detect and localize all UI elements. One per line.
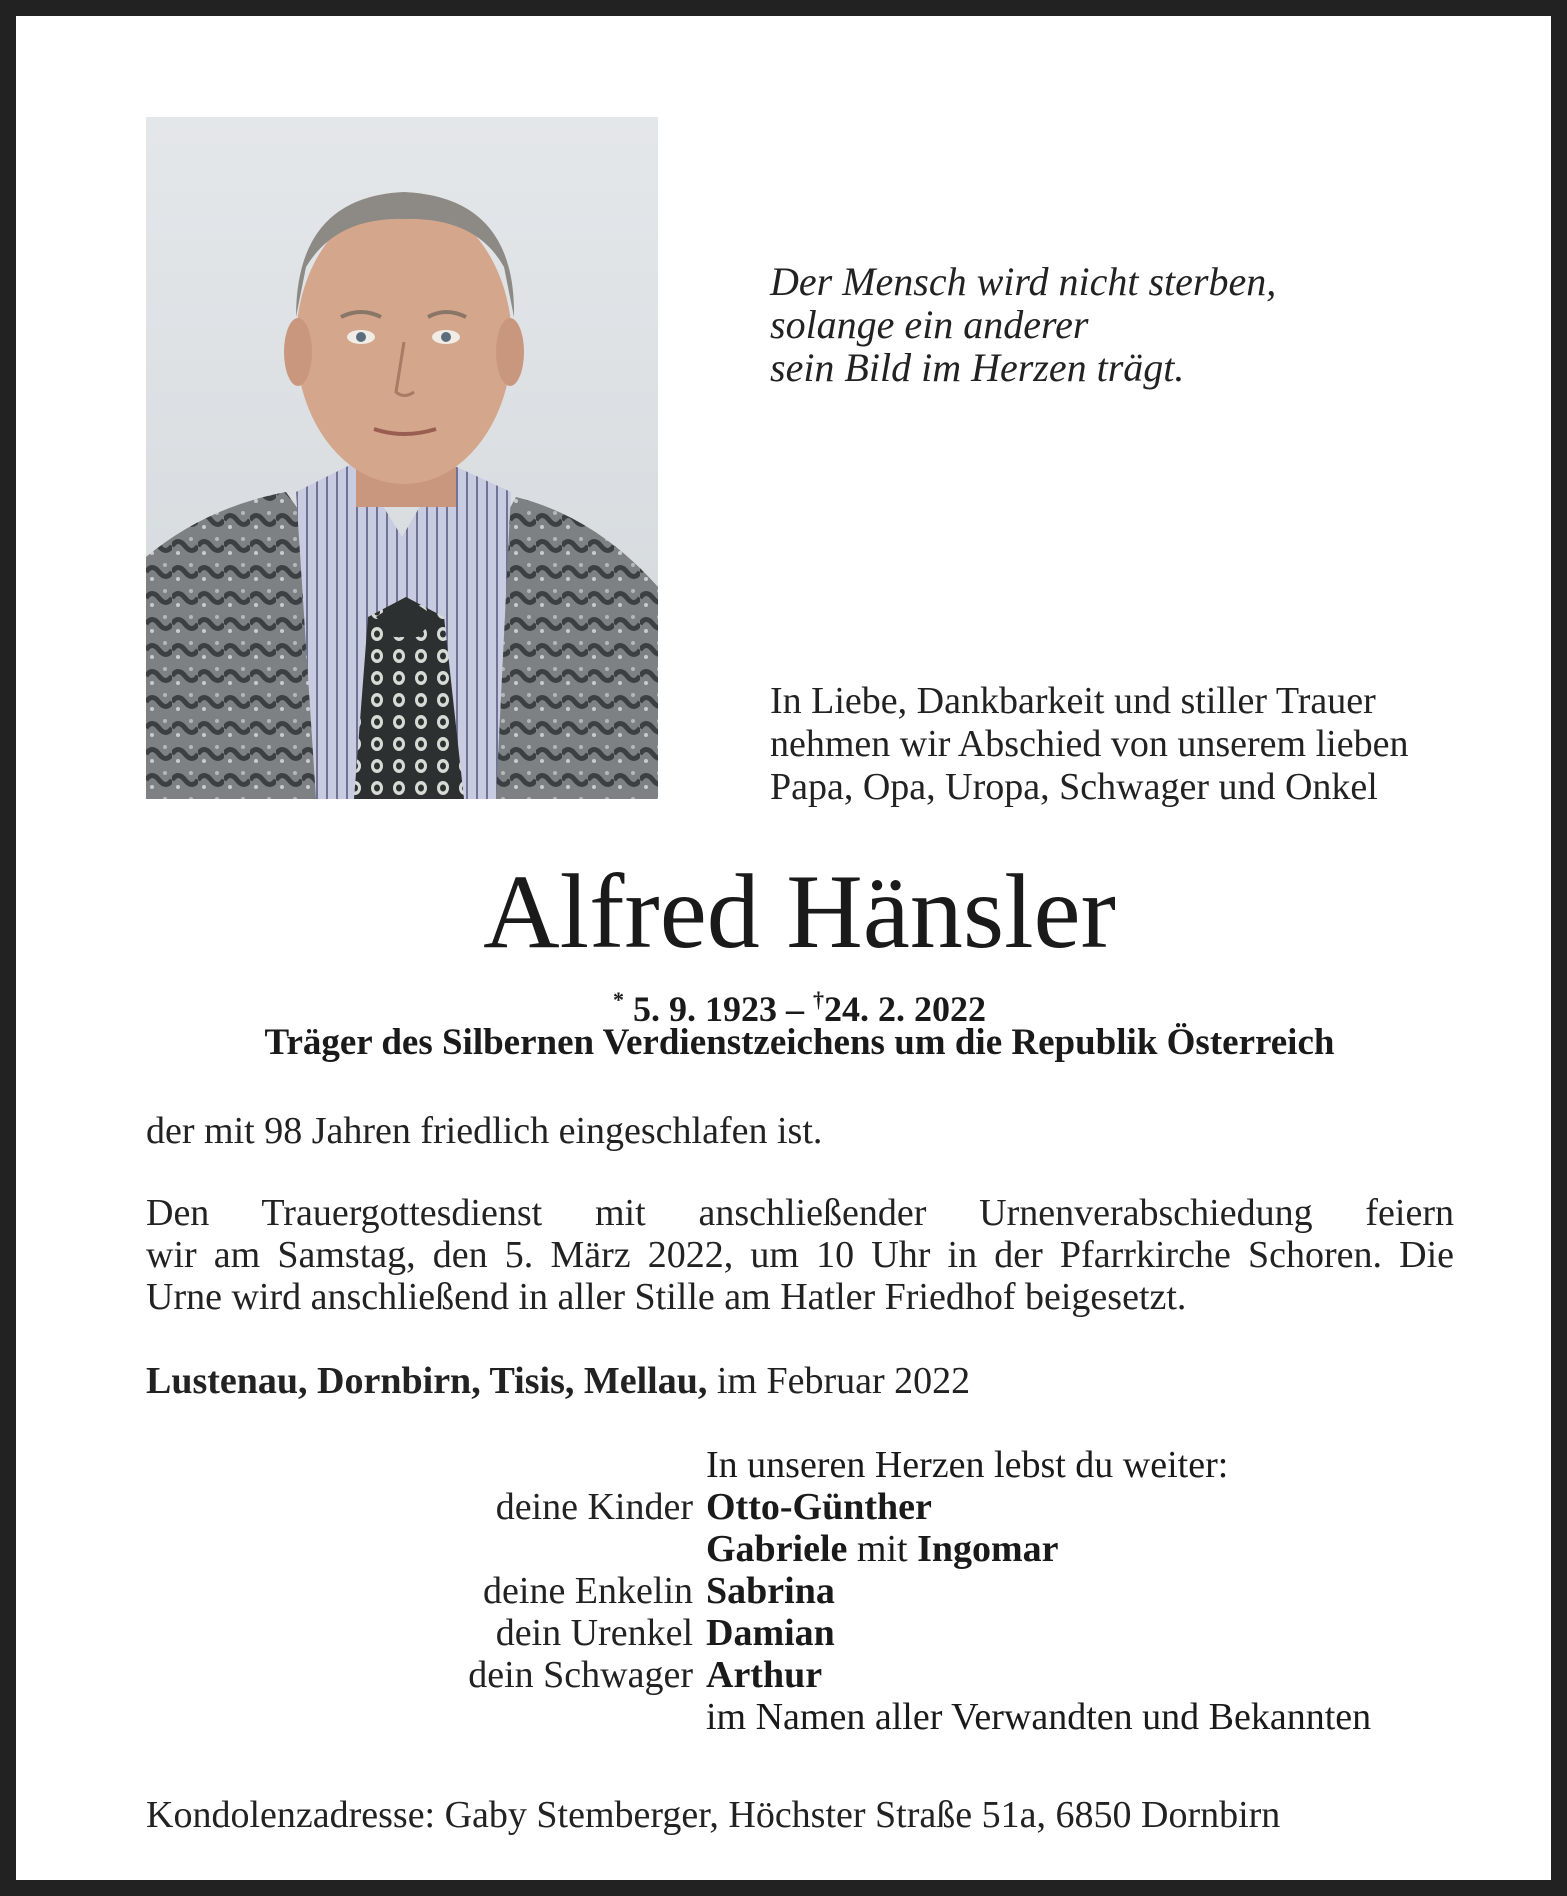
portrait-photo — [146, 117, 658, 799]
place-date-line — [146, 1360, 1454, 1402]
survivor-row — [16, 1570, 1567, 1612]
condolence-address: Kondolenzadresse: Gaby Stemberger, Höchster Straße 51a, 6850 Dornbirn — [146, 1794, 1281, 1836]
intro-line: Papa, Opa, Uropa, Schwager und Onkel — [770, 766, 1378, 808]
portrait-illustration — [146, 117, 658, 799]
quote-line: sein Bild im Herzen trägt. — [770, 345, 1185, 390]
intro-line: In Liebe, Dankbarkeit und stiller Trauer — [770, 680, 1376, 722]
partner-name: Ingomar — [917, 1528, 1059, 1570]
service-line: Urne wird anschließend in aller Stille am Hatler Friedhof beigesetzt. — [146, 1276, 1187, 1318]
award-line: Träger des Silbernen Verdienstzeichens um die Republik Österreich — [264, 1022, 1335, 1063]
service-announcement — [146, 1192, 1454, 1318]
service-line: Den Trauergottesdienst mit anschließender Urnenverabschiedung feiern — [146, 1192, 1454, 1234]
quote-line: solange ein anderer — [770, 302, 1089, 347]
quote-line: Der Mensch wird nicht sterben, — [770, 259, 1277, 304]
grandchild-name: Sabrina — [706, 1570, 835, 1612]
death-date: 24. 2. 2022 — [824, 989, 986, 1029]
relation-label: deine Enkelin — [483, 1570, 693, 1612]
passing-text: der mit 98 Jahren friedlich eingeschlafen ist. — [146, 1110, 823, 1152]
memorial-quote — [770, 260, 1276, 389]
survivor-row — [16, 1654, 1567, 1696]
survivors-closing: im Namen aller Verwandten und Bekannten — [706, 1696, 1372, 1738]
date-dash: – — [786, 989, 804, 1029]
death-symbol: † — [813, 987, 824, 1012]
survivor-row — [16, 1528, 1567, 1570]
intro-text — [770, 680, 1408, 809]
brother-in-law-name: Arthur — [706, 1654, 823, 1696]
survivor-name — [706, 1486, 932, 1528]
survivor-name — [706, 1528, 1059, 1570]
relation-label: dein Schwager — [468, 1654, 693, 1696]
survivor-name — [706, 1654, 822, 1696]
places: Lustenau, Dornbirn, Tisis, Mellau, — [146, 1360, 708, 1402]
great-grandchild-name: Damian — [706, 1612, 835, 1654]
birth-date: 5. 9. 1923 — [633, 989, 777, 1029]
service-line: wir am Samstag, den 5. März 2022, um 10 Uhr in der Pfarrkirche Schoren. Die — [146, 1234, 1454, 1276]
deceased-name: Alfred Hänsler — [483, 853, 1116, 970]
month-year: im Februar 2022 — [707, 1360, 971, 1402]
survivor-row — [16, 1612, 1567, 1654]
survivors-heading: In unseren Herzen lebst du weiter: — [706, 1444, 1229, 1486]
survivors-heading-row — [16, 1444, 1567, 1486]
with-word: mit — [847, 1528, 918, 1570]
child-name: Gabriele — [706, 1528, 848, 1570]
relation-label: deine Kinder — [495, 1486, 693, 1528]
relation-label: dein Urenkel — [495, 1612, 693, 1654]
child-name: Otto-Günther — [706, 1486, 932, 1528]
survivor-row — [16, 1486, 1567, 1528]
survivors-closing-row — [16, 1696, 1567, 1738]
survivor-name — [706, 1570, 835, 1612]
survivor-name — [706, 1612, 835, 1654]
birth-symbol: * — [613, 987, 624, 1012]
intro-line: nehmen wir Abschied von unserem lieben — [770, 723, 1409, 765]
